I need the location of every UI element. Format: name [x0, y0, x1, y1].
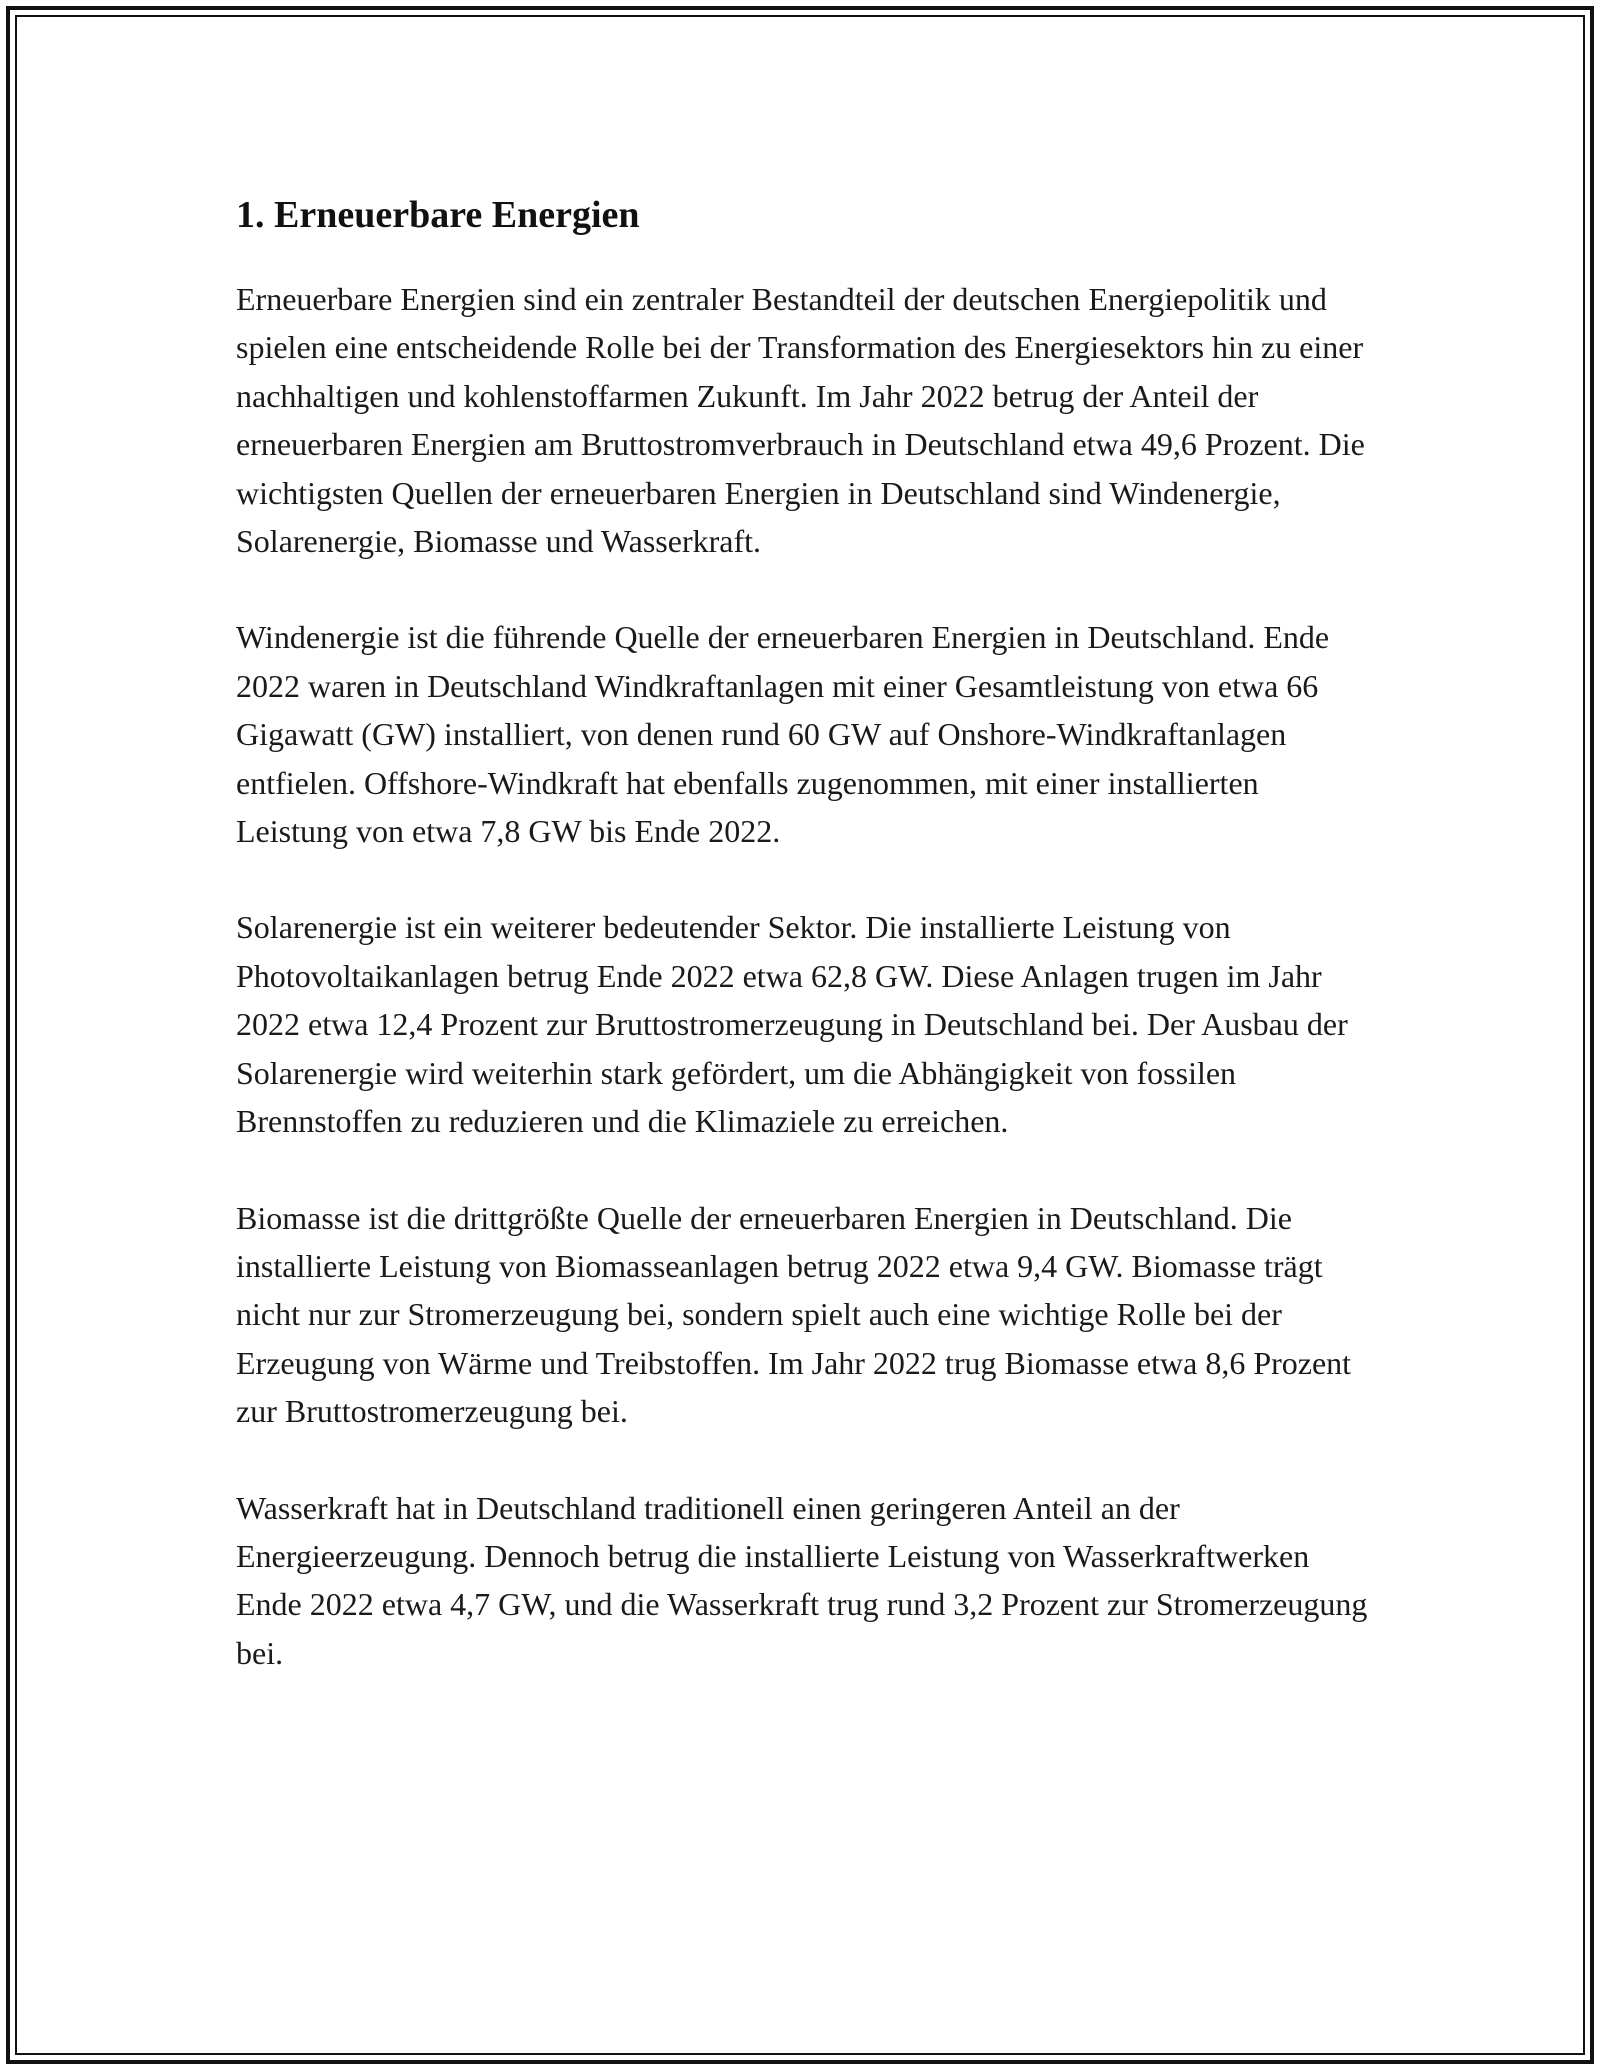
paragraph-biomass: Biomasse ist die drittgrößte Quelle der erneuerbaren Energien in Deutschland. Die installierte Leistung von Biomasseanlagen betrug 2022 etwa 9,4 GW. Biomasse trägt nicht nur zur Stromerzeugung bei, sondern spielt auch eine wichtige Rolle bei der Erzeugung von Wärme und Treibstoffen. Im Jahr 2022 trug Biomasse etwa 8,6 Prozent zur Bruttostromerzeugung bei.	[236, 1199, 1352, 1430]
section-heading: 1. Erneuerbare Energien	[236, 194, 640, 236]
paragraph-solar-energy: Solarenergie ist ein weiterer bedeutender Sektor. Die installierte Leistung von Photovoltaikanlagen betrug Ende 2022 etwa 62,8 GW. Diese Anlagen trugen im Jahr 2022 etwa 12,4 Prozent zur Bruttostromerzeugung in Deutschland bei. Der Ausbau der Solarenergie wird weiterhin stark gefördert, um die Abhängigkeit von fossilen Brennstoffen zu reduzieren und die Klimaziele zu erreichen.	[236, 909, 1348, 1140]
paragraph-hydropower: Wasserkraft hat in Deutschland traditionell einen geringeren Anteil an der Energieerzeugung. Dennoch betrug die installierte Leistung von Wasserkraftwerken Ende 2022 etwa 4,7 GW, und die Wasserkraft trug rund 3,2 Prozent zur Stromerzeugung bei.	[236, 1489, 1368, 1671]
paragraph-wind-energy: Windenergie ist die führende Quelle der erneuerbaren Energien in Deutschland. Ende 2022 waren in Deutschland Windkraftanlagen mit einer Gesamtleistung von etwa 66 Gigawatt (GW) installiert, von denen rund 60 GW auf Onshore-Windkraftanlagen entfielen. Offshore-Windkraft hat ebenfalls zugenommen, mit einer installierten Leistung von etwa 7,8 GW bis Ende 2022.	[236, 619, 1330, 850]
paragraph-overview: Erneuerbare Energien sind ein zentraler Bestandteil der deutschen Energiepolitik und spielen eine entscheidende Rolle bei der Transformation des Energiesektors hin zu einer nachhaltigen und kohlenstoffarmen Zukunft. Im Jahr 2022 betrug der Anteil der erneuerbaren Energien am Bruttostromverbrauch in Deutschland etwa 49,6 Prozent. Die wichtigsten Quellen der erneuerbaren Energien in Deutschland sind Windenergie, Solarenergie, Biomasse und Wasserkraft.	[236, 281, 1365, 560]
document-body	[236, 182, 1376, 1725]
